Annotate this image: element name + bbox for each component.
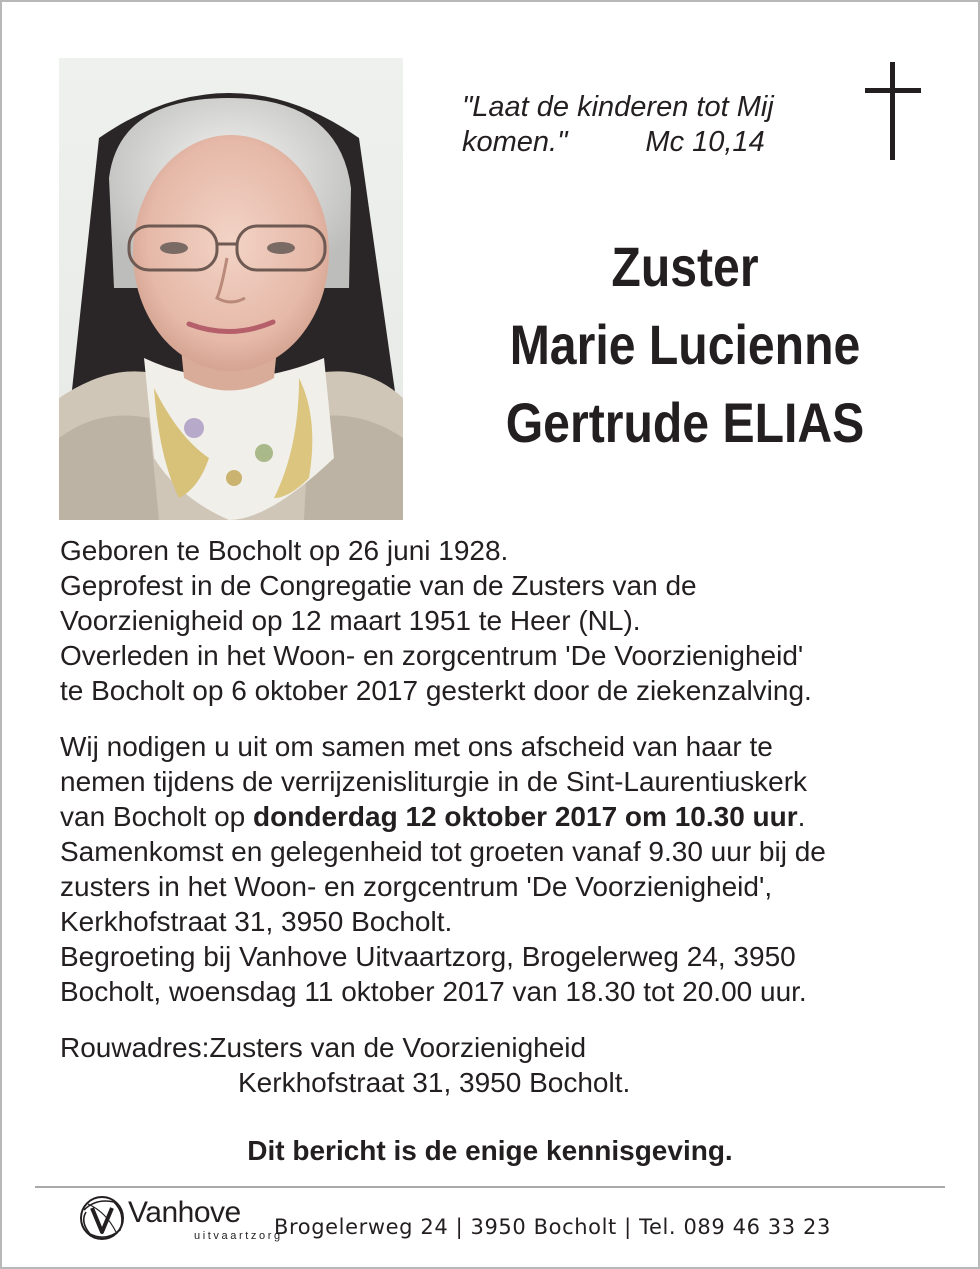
footer-contact: Brogelerweg 24 | 3950 Bocholt | Tel. 089 46 33 23 <box>274 1215 831 1239</box>
mourning-address-line-2: Kerkhofstraat 31, 3950 Bocholt. <box>238 1067 631 1098</box>
invitation-line: Begroeting bij Vanhove Uitvaartzorg, Brogelerweg 24, 3950 <box>60 941 796 972</box>
biography <box>60 533 940 708</box>
quote-line-2: komen." <box>462 126 568 158</box>
mourning-address <box>60 1030 940 1100</box>
vanhove-logo <box>76 1192 283 1246</box>
invitation-line: Samenkomst en gelegenheid tot groeten vanaf 9.30 uur bij de <box>60 836 826 867</box>
biography-line: Voorzienigheid op 12 maart 1951 te Heer (NL). <box>60 605 641 636</box>
bible-quote <box>462 90 822 160</box>
quote-line-1: "Laat de kinderen tot Mij <box>462 91 774 123</box>
announcement-body <box>60 533 940 1121</box>
invitation-line: Bocholt, woensdag 11 oktober 2017 van 18.30 tot 20.00 uur. <box>60 976 807 1007</box>
invitation-line-service: van Bocholt op donderdag 12 oktober 2017 om 10.30 uur. <box>60 801 806 832</box>
logo-name: Vanhove <box>128 1196 241 1229</box>
quote-reference: Mc 10,14 <box>645 126 765 158</box>
service-datetime: donderdag 12 oktober 2017 om 10.30 uur <box>253 801 798 832</box>
invitation-line: Wij nodigen u uit om samen met ons afscheid van haar te <box>60 731 773 762</box>
deceased-name <box>474 228 895 462</box>
biography-line: Geboren te Bocholt op 26 juni 1928. <box>60 535 509 566</box>
invitation <box>60 729 940 1009</box>
notice-statement: Dit bericht is de enige kennisgeving. <box>247 1135 733 1166</box>
footer-divider <box>35 1186 945 1188</box>
invitation-line: zusters in het Woon- en zorgcentrum 'De Voorzienigheid', <box>60 871 773 902</box>
invitation-line: nemen tijdens de verrijzenisliturgie in de Sint-Laurentiuskerk <box>60 766 808 797</box>
biography-line: Overleden in het Woon- en zorgcentrum 'De Voorzienigheid' <box>60 640 804 671</box>
mourning-address-label: Rouwadres: <box>60 1032 210 1063</box>
vanhove-logo-mark-icon <box>76 1192 128 1244</box>
name-last: Gertrude ELIAS <box>505 391 865 454</box>
biography-line: te Bocholt op 6 oktober 2017 gesterkt door de ziekenzalving. <box>60 675 812 706</box>
cross-icon <box>862 62 924 160</box>
logo-subtitle: uitvaartzorg <box>194 1230 283 1242</box>
mourning-address-line-1: Zusters van de Voorzienigheid <box>209 1032 587 1063</box>
biography-line: Geprofest in de Congregatie van de Zusters van de <box>60 570 697 601</box>
portrait-photo <box>59 58 403 520</box>
name-title: Zuster <box>611 235 759 298</box>
name-first: Marie Lucienne <box>509 313 861 376</box>
invitation-line: Kerkhofstraat 31, 3950 Bocholt. <box>60 906 453 937</box>
